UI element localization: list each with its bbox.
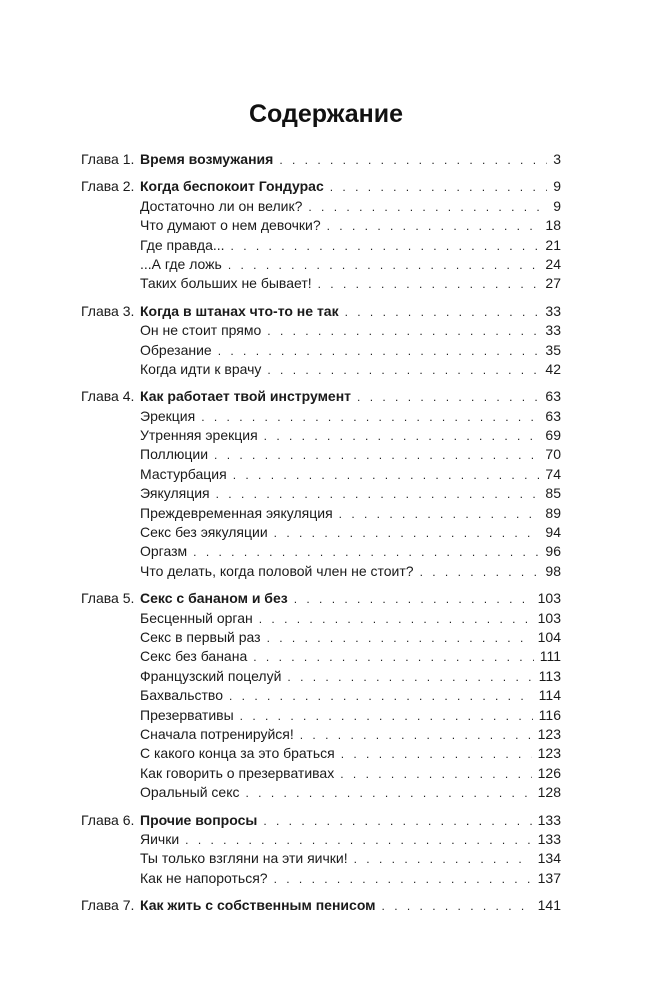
- dot-leader: [264, 427, 540, 446]
- page-number: 104: [537, 628, 561, 645]
- section-entry[interactable]: [81, 255, 561, 274]
- dot-leader: [246, 784, 532, 803]
- section-entry[interactable]: [81, 341, 561, 360]
- section-title: ...А где ложь: [140, 255, 222, 272]
- section-entry[interactable]: [81, 484, 561, 503]
- page-number: 18: [545, 217, 561, 234]
- section-entry[interactable]: [81, 764, 561, 783]
- chapter-block: [81, 302, 561, 380]
- page-number: 85: [545, 485, 561, 502]
- page-number: 113: [538, 667, 561, 684]
- dot-leader: [279, 151, 547, 170]
- page-number: 96: [545, 543, 561, 560]
- chapter-entry[interactable]: [81, 589, 561, 608]
- page-number: 63: [545, 388, 561, 405]
- chapter-title: Как работает твой инструмент: [140, 388, 352, 405]
- section-title: Достаточно ли он велик?: [140, 197, 303, 214]
- section-entry[interactable]: [81, 321, 561, 340]
- page-number: 128: [537, 784, 561, 801]
- dot-leader: [259, 610, 532, 629]
- page-number: 27: [545, 275, 561, 292]
- dot-leader: [240, 707, 533, 726]
- chapter-entry[interactable]: [81, 811, 561, 830]
- dot-leader: [229, 687, 533, 706]
- chapter-title: Прочие вопросы: [140, 811, 258, 828]
- page-number: 123: [537, 745, 561, 762]
- section-entry[interactable]: [81, 236, 561, 255]
- section-entry[interactable]: [81, 725, 561, 744]
- dot-leader: [308, 198, 547, 217]
- page-number: 33: [545, 302, 561, 319]
- dot-leader: [345, 303, 540, 322]
- section-entry[interactable]: [81, 830, 561, 849]
- page-number: 33: [545, 322, 561, 339]
- section-title: Секс без эякуляции: [140, 524, 268, 541]
- chapter-entry[interactable]: [81, 387, 561, 406]
- section-title: Утренняя эрекция: [140, 427, 258, 444]
- page-number: 35: [545, 341, 561, 358]
- dot-leader: [267, 361, 539, 380]
- dot-leader: [354, 850, 532, 869]
- dot-leader: [233, 466, 540, 485]
- section-entry[interactable]: [81, 647, 561, 666]
- page-number: 141: [537, 897, 561, 914]
- dot-leader: [267, 322, 539, 341]
- page-number: 3: [553, 151, 561, 167]
- section-title: Бахвальство: [140, 687, 223, 704]
- section-title: Как не напороться?: [140, 869, 268, 886]
- section-entry[interactable]: [81, 445, 561, 464]
- section-entry[interactable]: [81, 706, 561, 725]
- chapter-entry[interactable]: [81, 896, 561, 915]
- dot-leader: [274, 524, 540, 543]
- chapter-block: [81, 811, 561, 889]
- section-entry[interactable]: [81, 426, 561, 445]
- dot-leader: [263, 812, 531, 831]
- section-entry[interactable]: [81, 686, 561, 705]
- page-number: 70: [545, 446, 561, 463]
- dot-leader: [340, 765, 531, 784]
- page-number: 114: [538, 687, 561, 704]
- section-entry[interactable]: [81, 783, 561, 802]
- page-number: 111: [539, 648, 561, 665]
- section-entry[interactable]: [81, 628, 561, 647]
- page-number: 133: [537, 811, 561, 828]
- chapter-title: Когда в штанах что-то не так: [140, 302, 339, 319]
- dot-leader: [228, 256, 540, 275]
- page-number: 103: [537, 590, 561, 607]
- chapter-entry[interactable]: [81, 302, 561, 321]
- section-entry[interactable]: [81, 504, 561, 523]
- page-number: 42: [545, 360, 561, 377]
- dot-leader: [330, 178, 547, 197]
- dot-leader: [216, 485, 540, 504]
- dot-leader: [201, 408, 539, 427]
- dot-leader: [287, 668, 532, 687]
- chapter-block: [81, 896, 561, 915]
- page-number: 63: [545, 407, 561, 424]
- dot-leader: [218, 342, 540, 361]
- section-entry[interactable]: [81, 197, 561, 216]
- chapter-title: Как жить с собственным пенисом: [140, 897, 376, 914]
- dot-leader: [185, 831, 531, 850]
- section-entry[interactable]: [81, 407, 561, 426]
- page-number: 123: [537, 725, 561, 742]
- dot-leader: [231, 237, 540, 256]
- section-entry[interactable]: [81, 609, 561, 628]
- section-title: С какого конца за это браться: [140, 745, 335, 762]
- page-number: 9: [553, 197, 561, 214]
- page-number: 134: [537, 850, 561, 867]
- dot-leader: [267, 629, 532, 648]
- section-title: Преждевременная эякуляция: [140, 504, 333, 521]
- section-title: Поллюции: [140, 446, 209, 463]
- page-number: 116: [538, 706, 561, 723]
- section-title: Оральный секс: [140, 784, 240, 801]
- section-entry[interactable]: [81, 869, 561, 888]
- section-entry[interactable]: [81, 360, 561, 379]
- chapter-block: [81, 177, 561, 293]
- section-title: Секс без банана: [140, 648, 248, 665]
- section-title: Когда идти к врачу: [140, 360, 262, 377]
- section-title: Где правда...: [140, 236, 225, 253]
- page-number: 137: [537, 869, 561, 886]
- chapter-block: [81, 150, 561, 169]
- section-entry[interactable]: [81, 562, 561, 581]
- section-title: Оргазм: [140, 543, 188, 560]
- section-entry[interactable]: [81, 523, 561, 542]
- section-title: Таких больших не бывает!: [140, 275, 312, 292]
- section-title: Презервативы: [140, 706, 234, 723]
- section-title: Мастурбация: [140, 465, 227, 482]
- section-title: Он не стоит прямо: [140, 322, 262, 339]
- page-number: 126: [537, 764, 561, 781]
- chapter-title: Когда беспокоит Гондурас: [140, 178, 324, 195]
- dot-leader: [327, 217, 540, 236]
- section-entry[interactable]: [81, 274, 561, 293]
- chapter-title: Время возмужания: [140, 151, 274, 167]
- dot-leader: [420, 563, 540, 582]
- dot-leader: [274, 870, 532, 889]
- section-title: Бесценный орган: [140, 609, 253, 626]
- page-number: 89: [545, 504, 561, 521]
- chapter-title: Секс с бананом и без: [140, 590, 288, 607]
- chapter-entry[interactable]: [81, 177, 561, 196]
- section-title: Сначала потренируйся!: [140, 725, 294, 742]
- section-title: Что делать, когда половой член не стоит?: [140, 562, 414, 579]
- dot-leader: [357, 388, 539, 407]
- chapter-number: Глава 5.: [81, 590, 135, 607]
- chapter-block: [81, 589, 561, 802]
- page-title: Содержание: [248, 100, 404, 128]
- section-title: Французский поцелуй: [140, 667, 282, 684]
- section-title: Эякуляция: [140, 485, 210, 502]
- page-number: 103: [537, 609, 561, 626]
- table-of-contents: [81, 150, 561, 923]
- chapter-block: [81, 387, 561, 581]
- chapter-number: Глава 7.: [81, 897, 135, 914]
- chapter-number: Глава 6.: [81, 811, 135, 828]
- dot-leader: [300, 726, 532, 745]
- section-entry[interactable]: [81, 849, 561, 868]
- section-entry[interactable]: [81, 542, 561, 561]
- page-number: 94: [545, 524, 561, 541]
- page-number: 98: [545, 562, 561, 579]
- section-title: Что думают о нем девочки?: [140, 217, 321, 234]
- section-title: Эрекция: [140, 407, 196, 424]
- page-number: 9: [553, 178, 561, 195]
- page-number: 133: [537, 830, 561, 847]
- section-title: Как говорить о презервативах: [140, 764, 335, 781]
- section-title: Ты только взгляни на эти яички!: [140, 850, 348, 867]
- dot-leader: [339, 505, 540, 524]
- dot-leader: [318, 275, 540, 294]
- chapter-number: Глава 1.: [81, 151, 135, 167]
- page-number: 74: [545, 465, 561, 482]
- section-entry[interactable]: [81, 216, 561, 235]
- dot-leader: [382, 897, 532, 916]
- chapter-number: Глава 4.: [81, 388, 135, 405]
- section-title: Обрезание: [140, 341, 212, 358]
- section-entry[interactable]: [81, 744, 561, 763]
- page-number: 69: [545, 427, 561, 444]
- page-number: 24: [545, 255, 561, 272]
- dot-leader: [214, 446, 539, 465]
- chapter-number: Глава 2.: [81, 178, 135, 195]
- chapter-entry[interactable]: [81, 150, 561, 169]
- section-title: Яички: [140, 830, 180, 847]
- dot-leader: [341, 745, 532, 764]
- chapter-number: Глава 3.: [81, 302, 135, 319]
- dot-leader: [294, 590, 532, 609]
- section-entry[interactable]: [81, 465, 561, 484]
- section-title: Секс в первый раз: [140, 628, 261, 645]
- dot-leader: [193, 543, 539, 562]
- dot-leader: [253, 648, 533, 667]
- section-entry[interactable]: [81, 667, 561, 686]
- page-number: 21: [545, 236, 561, 253]
